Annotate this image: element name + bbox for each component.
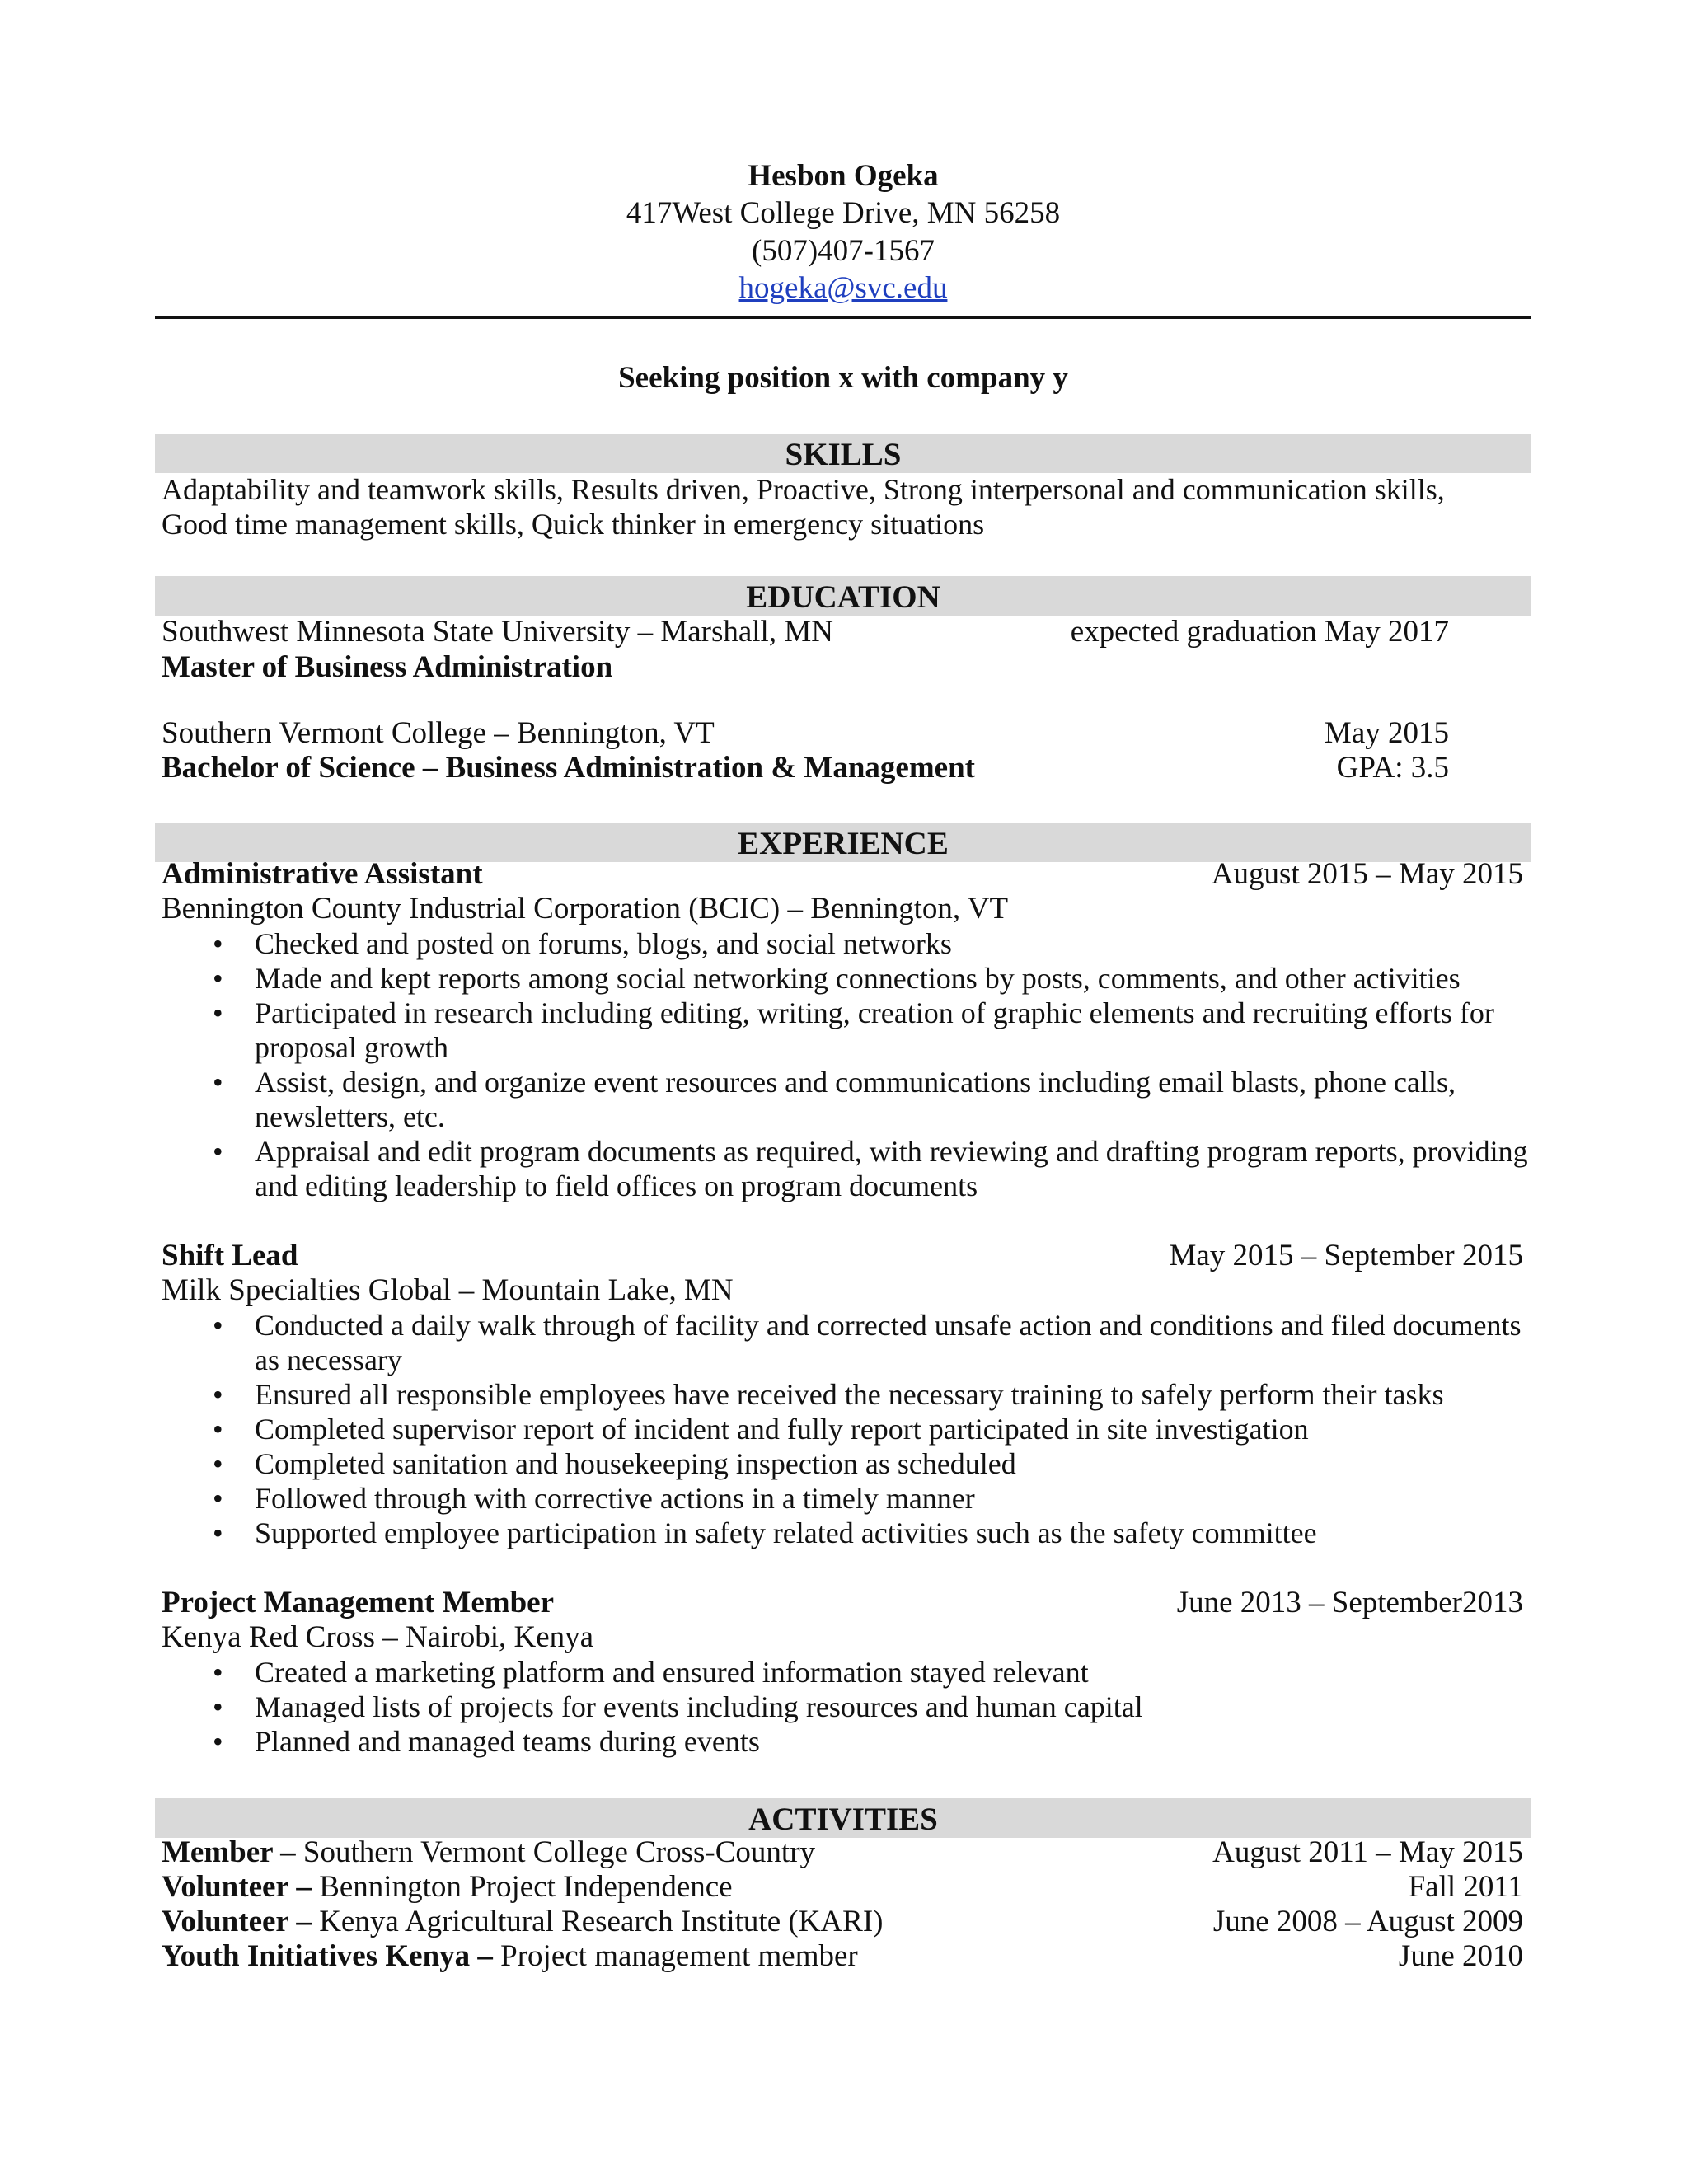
- job-title: Administrative Assistant: [162, 857, 483, 891]
- activity-role: Member –: [162, 1835, 296, 1869]
- activity-dates: Fall 2011: [1408, 1870, 1523, 1904]
- activity-dates: June 2010: [1398, 1939, 1523, 1973]
- skills-line-2: Good time management skills, Quick thinker in emergency situations: [162, 508, 985, 541]
- job-org-shift-lead: [162, 1273, 1523, 1308]
- job-org-project-mgmt: [162, 1620, 1523, 1655]
- bullet-icon: •: [213, 1309, 223, 1342]
- activity-role: Volunteer –: [162, 1870, 312, 1904]
- list-item: • Followed through with corrective actions in a timely manner: [213, 1482, 975, 1515]
- objective: Seeking position x with company y: [618, 361, 1068, 395]
- activity-dates: June 2008 – August 2009: [1212, 1905, 1523, 1938]
- school-name: Southwest Minnesota State University – Marshall, MN: [162, 615, 833, 649]
- bullet-icon: •: [213, 1135, 223, 1168]
- degree-name: Bachelor of Science – Business Administration & Management: [162, 751, 975, 785]
- education-date: May 2015: [1324, 716, 1449, 750]
- activity-row: [162, 1939, 1523, 1974]
- activity-role: Youth Initiatives Kenya –: [162, 1939, 493, 1973]
- job-dates: May 2015 – September 2015: [1169, 1239, 1523, 1272]
- skills-line-1: Adaptability and teamwork skills, Results driven, Proactive, Strong interpersonal and communication skills,: [162, 473, 1445, 506]
- degree-name: Master of Business Administration: [162, 650, 613, 684]
- list-item: • Supported employee participation in safety related activities such as the safety committee: [213, 1516, 1317, 1549]
- experience-heading: EXPERIENCE: [155, 823, 1531, 862]
- education-row-msu: [162, 615, 1449, 649]
- email-line: [155, 271, 1531, 306]
- list-item: • Managed lists of projects for events including resources and human capital: [213, 1690, 1143, 1723]
- bullet-icon: •: [213, 1378, 223, 1411]
- job-title: Project Management Member: [162, 1586, 554, 1619]
- education-heading: EDUCATION: [155, 576, 1531, 616]
- activity-description: Bennington Project Independence: [311, 1870, 733, 1904]
- list-item: • Participated in research including editing, writing, creation of graphic elements and recruiting efforts for proposal growth: [213, 996, 1494, 1064]
- activity-description: Kenya Agricultural Research Institute (KARI): [311, 1905, 884, 1938]
- job-header-project-mgmt: [162, 1586, 1523, 1620]
- job-organization: Bennington County Industrial Corporation (BCIC) – Bennington, VT: [162, 892, 1009, 926]
- job-bullets-project-mgmt: [162, 1655, 1531, 1759]
- email-link[interactable]: hogeka@svc.edu: [738, 271, 948, 305]
- job-header-shift-lead: [162, 1239, 1523, 1273]
- bullet-icon: •: [213, 1447, 223, 1480]
- education-degree-row-svc: [162, 751, 1449, 785]
- list-item: • Assist, design, and organize event resources and communications including email blasts, phone calls, newsletters, etc.: [213, 1066, 1456, 1133]
- education-date: expected graduation May 2017: [1070, 615, 1449, 649]
- list-item: • Completed sanitation and housekeeping inspection as scheduled: [213, 1447, 1016, 1480]
- skills-heading: SKILLS: [155, 434, 1531, 473]
- job-title: Shift Lead: [162, 1239, 298, 1272]
- activity-dates: August 2011 – May 2015: [1212, 1835, 1523, 1869]
- list-item: • Checked and posted on forums, blogs, and social networks: [213, 927, 952, 960]
- bullet-icon: •: [213, 1516, 223, 1549]
- gpa: GPA: 3.5: [1336, 751, 1449, 785]
- job-dates: June 2013 – September2013: [1176, 1586, 1523, 1619]
- bullet-icon: •: [213, 1690, 223, 1723]
- list-item: • Ensured all responsible employees have received the necessary training to safely perform their tasks: [213, 1378, 1444, 1411]
- job-bullets-admin: [162, 926, 1531, 1203]
- phone: (507)407-1567: [752, 234, 935, 268]
- activity-description: Southern Vermont College Cross-Country: [295, 1835, 816, 1869]
- list-item: • Created a marketing platform and ensured information stayed relevant: [213, 1656, 1089, 1689]
- bullet-icon: •: [213, 1656, 223, 1689]
- job-org-admin: [162, 892, 1523, 926]
- activity-row: [162, 1835, 1523, 1870]
- list-item: • Conducted a daily walk through of facility and corrected unsafe action and conditions and filed documents as necessary: [213, 1309, 1522, 1376]
- activity-row: [162, 1905, 1523, 1939]
- bullet-icon: •: [213, 996, 223, 1029]
- bullet-icon: •: [213, 1482, 223, 1515]
- education-degree-row-msu: [162, 650, 1449, 685]
- bullet-icon: •: [213, 1413, 223, 1446]
- activity-row: [162, 1870, 1523, 1905]
- job-organization: Kenya Red Cross – Nairobi, Kenya: [162, 1620, 594, 1654]
- education-row-svc: [162, 716, 1449, 751]
- activities-heading: ACTIVITIES: [155, 1798, 1531, 1838]
- list-item: • Made and kept reports among social networking connections by posts, comments, and other activities: [213, 962, 1461, 995]
- list-item: • Appraisal and edit program documents as required, with reviewing and drafting program reports, providing and editing leadership to field offices on program documents: [213, 1135, 1528, 1202]
- bullet-icon: •: [213, 1066, 223, 1099]
- bullet-icon: •: [213, 1725, 223, 1758]
- bullet-icon: •: [213, 962, 223, 995]
- bullet-icon: •: [213, 927, 223, 960]
- job-organization: Milk Specialties Global – Mountain Lake, MN: [162, 1273, 734, 1307]
- job-header-admin: [162, 857, 1523, 892]
- address: 417West College Drive, MN 56258: [626, 196, 1061, 230]
- list-item: • Completed supervisor report of incident and fully report participated in site investigation: [213, 1413, 1309, 1446]
- activity-description: Project management member: [492, 1939, 858, 1973]
- candidate-name: Hesbon Ogeka: [748, 159, 939, 193]
- job-bullets-shift-lead: [162, 1308, 1531, 1550]
- job-dates: August 2015 – May 2015: [1211, 857, 1523, 891]
- list-item: • Planned and managed teams during events: [213, 1725, 760, 1758]
- school-name: Southern Vermont College – Bennington, VT: [162, 716, 715, 750]
- header-divider: [155, 316, 1531, 319]
- activity-role: Volunteer –: [162, 1905, 312, 1938]
